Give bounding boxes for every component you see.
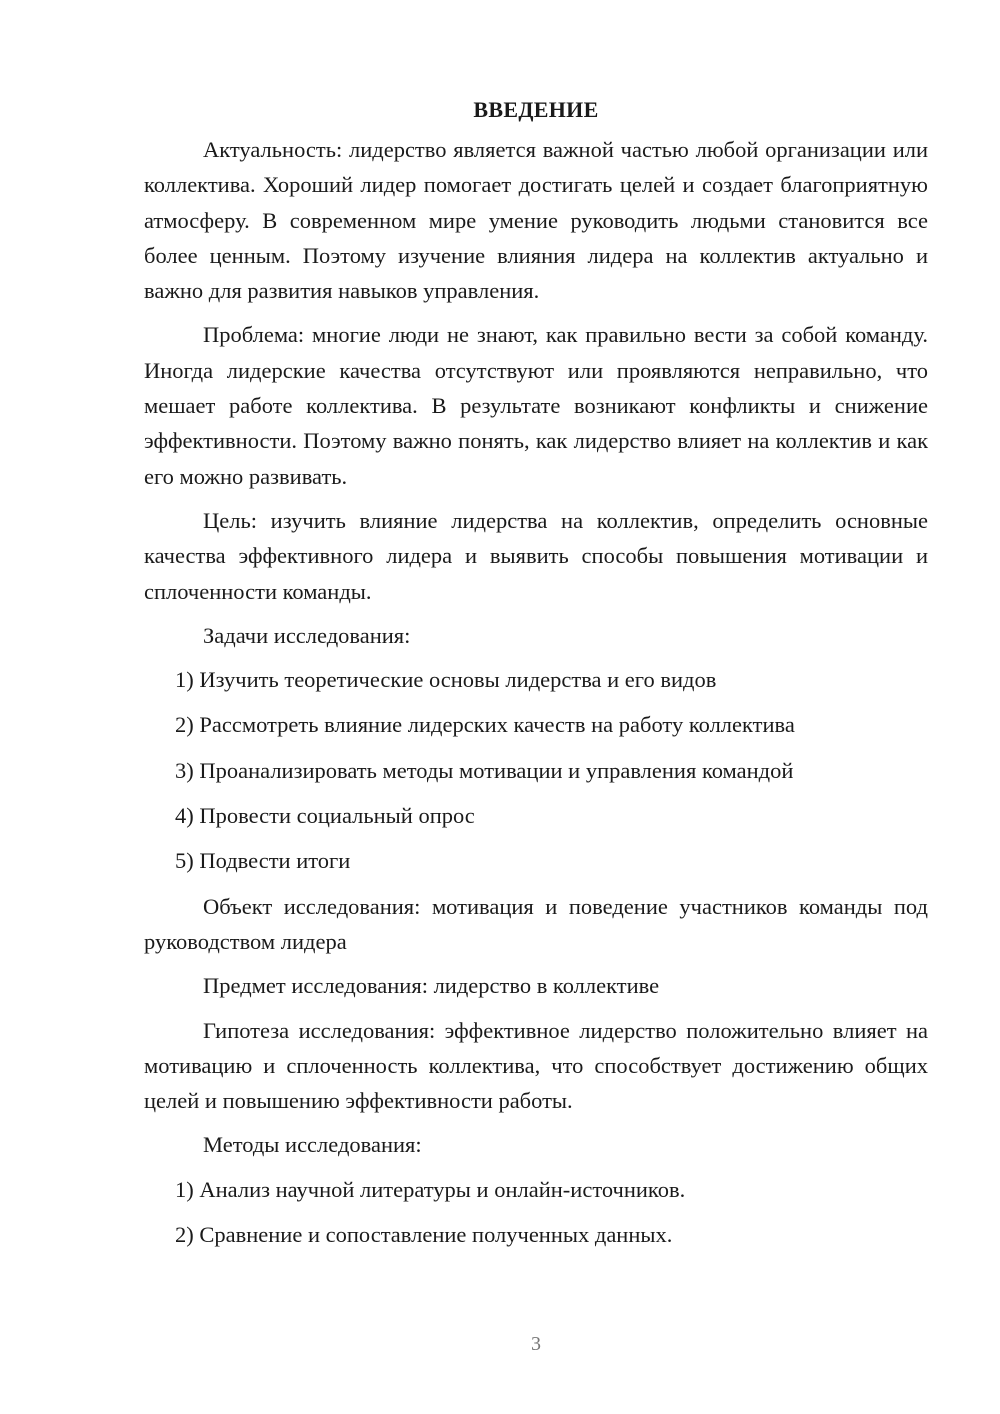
document-page xyxy=(144,92,928,1262)
hypothesis-paragraph: Гипотеза исследования: эффективное лидерство положительно влияет на мотивацию и сплоченность коллектива, что способствует достижению общих целей и повышению эффективности работы. xyxy=(144,1017,928,1114)
list-item: 3) Проанализировать методы мотивации и управления командой xyxy=(175,757,794,783)
list-item: 1) Анализ научной литературы и онлайн-источников. xyxy=(175,1176,686,1202)
section-title: ВВЕДЕНИЕ xyxy=(473,97,599,122)
object-paragraph: Объект исследования: мотивация и поведение участников команды под руководством лидера xyxy=(144,893,928,954)
page-number: 3 xyxy=(531,1333,541,1355)
list-item: 4) Провести социальный опрос xyxy=(175,803,475,829)
tasks-heading: Задачи исследования: xyxy=(203,622,411,648)
list-item: 5) Подвести итоги xyxy=(175,848,351,874)
methods-list xyxy=(144,1172,928,1253)
problem-paragraph: Проблема: многие люди не знают, как правильно вести за собой команду. Иногда лидерские качества отсутствуют или проявляются неправильно, что мешает работе коллектива. В результате возникают конфликты и снижение эффективности. Поэтому важно понять, как лидерство влияет на коллектив и как его можно развивать. xyxy=(144,322,928,489)
list-item: 2) Рассмотреть влияние лидерских качеств на работу коллектива xyxy=(175,712,795,738)
tasks-list xyxy=(144,662,928,878)
list-item: 2) Сравнение и сопоставление полученных данных. xyxy=(175,1222,673,1248)
subject-paragraph: Предмет исследования: лидерство в коллективе xyxy=(203,973,660,999)
actuality-paragraph: Актуальность: лидерство является важной частью любой организации или коллектива. Хороший лидер помогает достигать целей и создает благоприятную атмосферу. В современном мире умение руководить людьми становится все более ценным. Поэтому изучение влияния лидера на коллектив актуально и важно для развития навыков управления. xyxy=(144,137,928,304)
goal-paragraph: Цель: изучить влияние лидерства на коллектив, определить основные качества эффективного лидера и выявить способы повышения мотивации и сплоченности команды. xyxy=(144,507,928,604)
list-item: 1) Изучить теоретические основы лидерства и его видов xyxy=(175,667,717,693)
methods-heading: Методы исследования: xyxy=(203,1132,422,1158)
